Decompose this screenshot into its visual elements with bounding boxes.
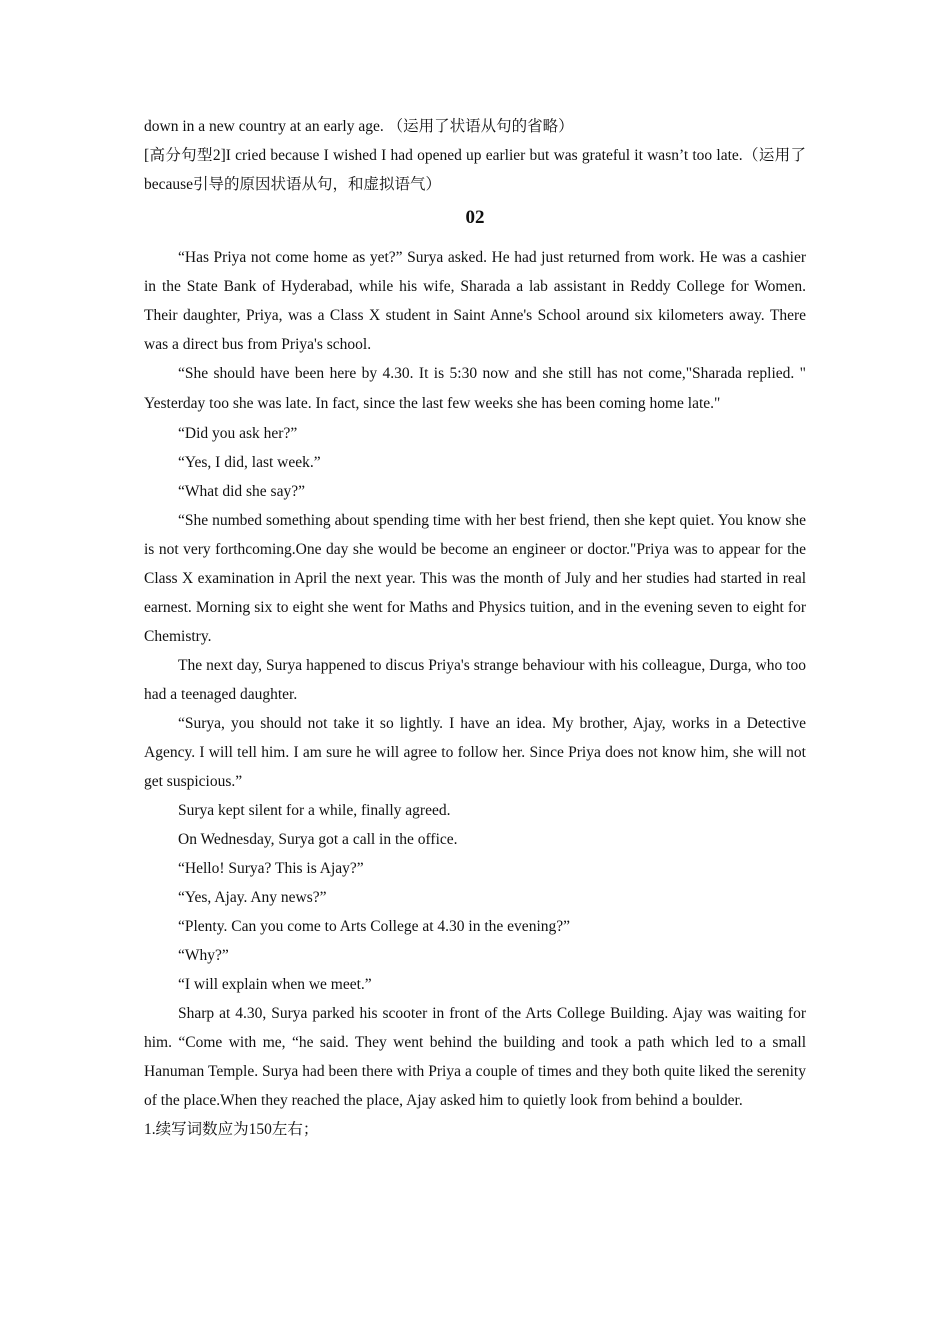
paragraph: “Has Priya not come home as yet?” Surya asked. He had just returned from work. He was a cashier in the State Bank of Hyderabad, while his wife, Sharada a lab assistant in Reddy College for Women. Their daughter, Priya, was a Class X student in Saint Anne's School around six kilometers away. There was a direct bus from Priya's school. bbox=[144, 249, 806, 353]
paragraph: “Surya, you should not take it so lightly. I have an idea. My brother, Ajay, works in a Detective Agency. I will tell him. I am sure he will agree to follow her. Since Priya does not know him, she will not get suspicious.” bbox=[144, 715, 806, 790]
paragraph: Surya kept silent for a while, finally agreed. bbox=[178, 802, 451, 819]
document-body bbox=[144, 112, 806, 1144]
paragraph: “Why?” bbox=[178, 947, 229, 964]
paragraph: “Did you ask her?” bbox=[178, 425, 298, 442]
paragraph: “She should have been here by 4.30. It is 5:30 now and she still has not come,"Sharada replied. " Yesterday too she was late. In fact, since the last few weeks she has been coming home late." bbox=[144, 365, 806, 412]
intro-line-1: down in a new country at an early age. （运用了状语从句的省略） bbox=[144, 118, 574, 135]
paragraph: “She numbed something about spending time with her best friend, then she kept quiet. You know she is not very forthcoming.One day she would be become an engineer or doctor."Priya was to appear for the Class X examination in April the next year. This was the month of July and her studies had started in real earnest. Morning six to eight she went for Maths and Physics tuition, and in the evening seven to eight for Chemistry. bbox=[144, 512, 806, 645]
intro-line-2: [高分句型2]I cried because I wished I had opened up earlier but was grateful it wasn’t too late.（运用了because引导的原因状语从句，和虚拟语气） bbox=[144, 147, 806, 193]
paragraph: Sharp at 4.30, Surya parked his scooter in front of the Arts College Building. Ajay was waiting for him. “Come with me, “he said. They went behind the building and took a path which led to a small Hanuman Temple. Surya had been there with Priya a couple of times and they both quite liked the serenity of the place.When they reached the place, Ajay asked him to quietly look from behind a boulder. bbox=[144, 1005, 806, 1109]
paragraph: “What did she say?” bbox=[178, 483, 305, 500]
paragraph: “Hello! Surya? This is Ajay?” bbox=[178, 860, 364, 877]
writing-note: 1.续写词数应为150左右； bbox=[144, 1121, 319, 1138]
paragraph: “Yes, I did, last week.” bbox=[178, 454, 321, 471]
paragraph: “I will explain when we meet.” bbox=[178, 976, 372, 993]
section-number: 02 bbox=[465, 207, 485, 228]
paragraph: “Plenty. Can you come to Arts College at 4.30 in the evening?” bbox=[178, 918, 571, 935]
paragraph: On Wednesday, Surya got a call in the office. bbox=[178, 831, 458, 848]
paragraph: “Yes, Ajay. Any news?” bbox=[178, 889, 327, 906]
paragraph: The next day, Surya happened to discus Priya's strange behaviour with his colleague, Durga, who too had a teenaged daughter. bbox=[144, 657, 806, 703]
